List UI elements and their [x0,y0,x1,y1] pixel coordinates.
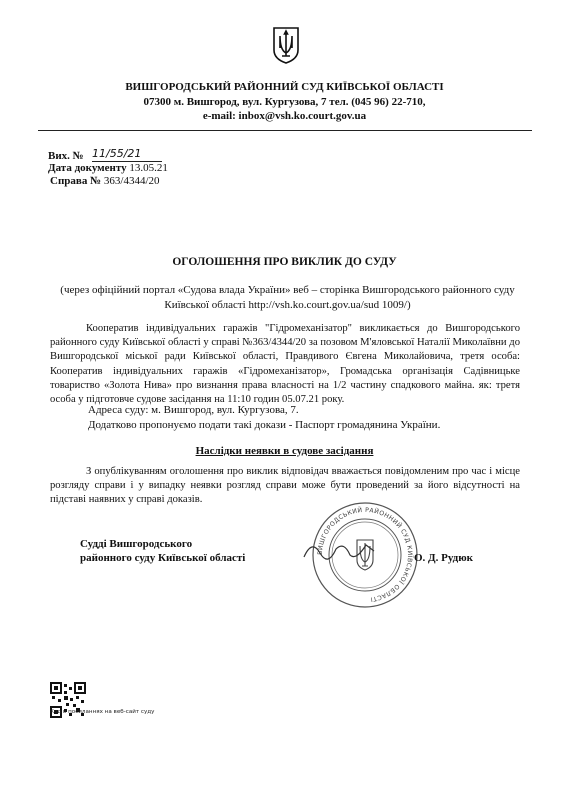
signatory-name: О. Д. Рудюк [414,552,473,564]
coat-of-arms-icon [272,26,300,64]
outgoing-label: Вих. № [48,150,84,162]
court-name: ВИШГОРОДСЬКИЙ РАЙОННИЙ СУД КИЇВСЬКОЇ ОБЛАСТІ [125,81,444,93]
header-divider [38,130,532,131]
court-address-line: Адреса суду: м. Вишгород, вул. Кургузова, 7. [88,404,299,416]
case-label: Справа № [50,175,102,187]
outgoing-number: 11/55/21 [92,146,162,162]
signatory-title-line2: районного суду Київської області [80,552,246,564]
consequences-heading: Наслідки неявки в судове засідання [195,445,374,457]
case-value: 363/4344/20 [103,175,160,187]
qr-caption: Код в посиланнях на веб-сайт суду [50,709,155,715]
consequences-text: З опублікуванням оголошення про виклик відповідач вважається повідомленим про час і місце розгляду справи і у випадку неявки розгляд справи може бути проведений за його відсутності на підставі наявних у справі доказів. [50,466,520,506]
seal-text: ВИШГОРОДСЬКИЙ РАЙОННИЙ СУД КИЇВСЬКОЇ ОБЛАСТІ [316,506,414,603]
signatory-title-line1: Судді Вишгородського [80,538,193,550]
court-email: e-mail: inbox@vsh.ko.court.gov.ua [202,110,367,122]
summons-paragraph: Кооператив індивідуальних гаражів "Гідромеханізатор" викликається до Вишгородського районного суду Київської області у справі №363/4344/20 за позовом М'яловської Наталії Миколаївни до Вишгородської міської ради Київської області, Правдивого Євгена Миколайовича, третя особа: Кооператив індивідуальних гаражів «Гідромеханізатор», Громадська організація Садівницьке товариство «Золота Нива» про визнання права власності на 1/2 частину спадкового майна. як: третя особа у підготовче судове засідання на 11:10 годин 05.07.21 року. [50,323,520,406]
date-label: Дата документу [48,162,127,174]
date-value: 13.05.21 [129,162,168,174]
court-address: 07300 м. Вишгород, вул. Кургузова, 7 тел. (045 96) 22-710, [143,96,426,108]
handwritten-signature [300,535,380,565]
evidence-line: Додатково пропонуємо подати такі докази - Паспорт громадянина України. [88,419,441,431]
portal-subtitle: (через офіційний портал «Судова влада України» веб – сторінка Вишгородського районного суду Київської області http://vsh.ko.court.gov.ua/sud 1009/) [60,284,515,311]
page-title: ОГОЛОШЕННЯ ПРО ВИКЛИК ДО СУДУ [172,256,397,268]
